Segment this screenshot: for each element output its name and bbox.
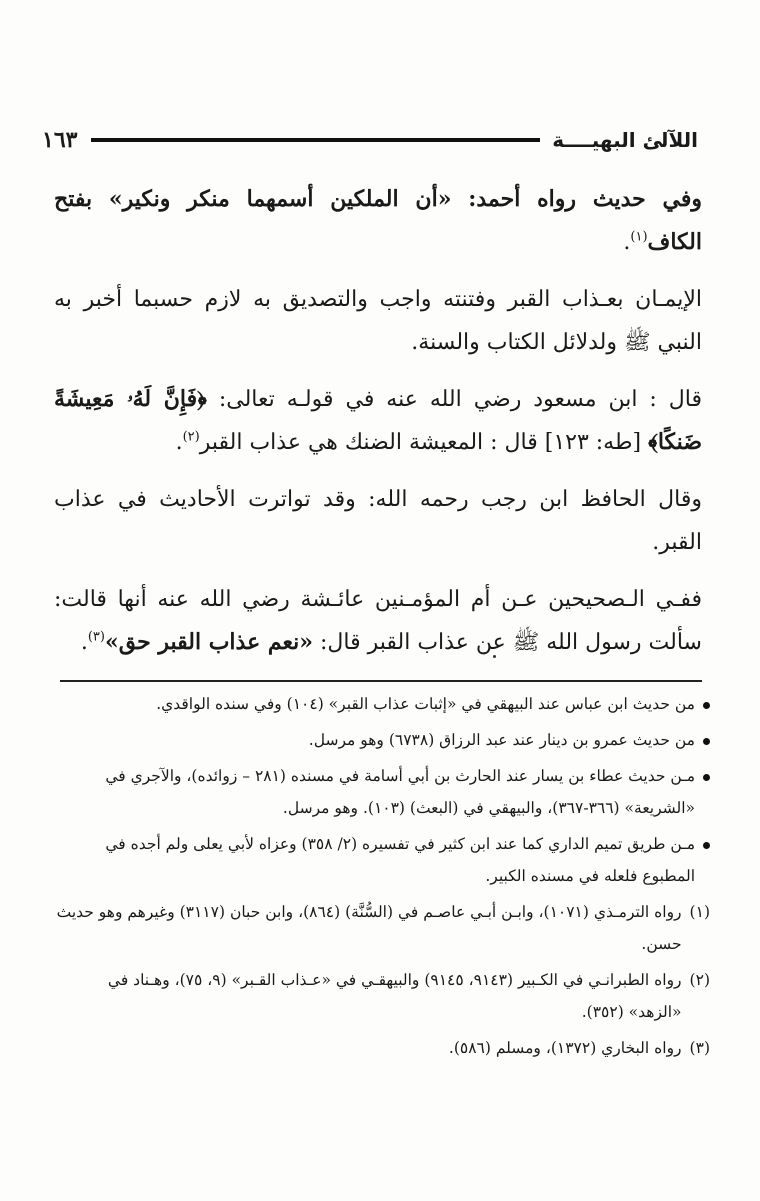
paragraph-3 <box>54 378 702 464</box>
footnote-1 <box>52 896 710 960</box>
paragraph-3-end: . <box>175 430 183 455</box>
footnote-text: رواه البخاري (١٣٧٢)، ومسلم (٥٨٦). <box>448 1039 682 1057</box>
footnote-ref-3: (٣) <box>87 629 105 645</box>
footnote-2 <box>52 964 710 1028</box>
footnote-text: رواه الترمـذي (١٠٧١)، وابـن أبـي عاصـم في (السُّنَّة) (٨٦٤)، وابن حبان (٣١١٧) وغيرهم وهو حديث حسن. <box>56 903 682 953</box>
bullet-note-text: مـن طريق تميم الداري كما عند ابن كثير في تفسيره (٢/ ٣٥٨) وعزاه لأبي يعلى ولم أجده في المطبوع فلعله في مسنده الكبير. <box>105 835 695 885</box>
bullet-icon <box>703 702 710 709</box>
bullet-note <box>52 828 710 892</box>
bullet-note-text: من حديث ابن عباس عند البيهقي في «إثبات عذاب القبر» (١٠٤) وفي سنده الواقدي. <box>156 695 695 713</box>
footnote-number: (٢) <box>689 971 710 989</box>
footnote-ref-1: (١) <box>630 229 648 245</box>
footnotes-section <box>52 688 710 1068</box>
page-number: ١٦٣ <box>42 127 78 153</box>
footnote-3 <box>52 1032 710 1064</box>
paragraph-3-text-b: [طه: ١٢٣] قال : المعيشة الضنك هي عذاب القبر <box>199 430 649 455</box>
paragraph-5-text: ففـي الـصحيحين عـن أم المؤمـنين عائـشة رضي الله عنه أنها قالت: سألت رسول الله ﷺ عن عذاب القبر قال: <box>54 587 702 655</box>
footnote-text: رواه الطبرانـي في الكـبير (٩١٤٣، ٩١٤٥) والبيهقـي في «عـذاب القـبر» (٩، ٧٥)، وهـناد في «الزهد» (٣٥٢). <box>107 971 682 1021</box>
footnote-number: (١) <box>689 903 710 921</box>
quran-verse: ﴿فَإِنَّ لَهُۥ مَعِيشَةً ضَنكًا﴾ <box>54 386 702 455</box>
paragraph-5 <box>54 578 702 664</box>
bullet-icon <box>703 738 710 745</box>
bullet-note-text: مـن حديث عطاء بن يسار عند الحارث بن أبي أسامة في مسنده (٢٨١ – زوائده)، والآجري في «الشريعة» (٣٦٦-٣٦٧)، والبيهقي في (البعث) (١٠٣). وهو مرسل. <box>105 767 695 817</box>
bullet-icon <box>703 842 710 849</box>
paragraph-2: الإيمـان بعـذاب القبر وفتنته واجب والتصديق به لازم حسبما أخبر به النبي ﷺ ولدلائل الكتاب والسنة. <box>54 287 702 355</box>
hadith-quote: «نعم عذاب القبر حق» <box>104 629 314 655</box>
stray-dot <box>493 655 496 658</box>
running-header <box>42 124 698 156</box>
paragraph-5-end: . <box>80 630 88 655</box>
main-text <box>54 178 702 678</box>
paragraph-1 <box>54 178 702 264</box>
paragraph-1-text: وفي حديث رواه أحمد: «أن الملكين أسمهما منكر ونكير» بفتح الكاف <box>54 186 702 255</box>
book-title: اللآلئ البهيــــة <box>552 128 698 152</box>
bullet-note <box>52 688 710 720</box>
paragraph-4: وقال الحافظ ابن رجب رحمه الله: وقد تواترت الأحاديث في عذاب القبر. <box>54 487 702 555</box>
footnote-divider <box>60 680 702 682</box>
paragraph-1-end: . <box>623 230 631 255</box>
footnote-number: (٣) <box>689 1039 710 1057</box>
footnote-ref-2: (٢) <box>182 429 200 445</box>
header-rule <box>91 138 540 142</box>
bullet-icon <box>703 774 710 781</box>
bullet-note-text: من حديث عمرو بن دينار عند عبد الرزاق (٦٧٣٨) وهو مرسل. <box>308 731 695 749</box>
paragraph-3-text-a: قال : ابن مسعود رضي الله عنه في قولـه تعالى: <box>206 387 702 412</box>
bullet-note <box>52 724 710 756</box>
bullet-note <box>52 760 710 824</box>
